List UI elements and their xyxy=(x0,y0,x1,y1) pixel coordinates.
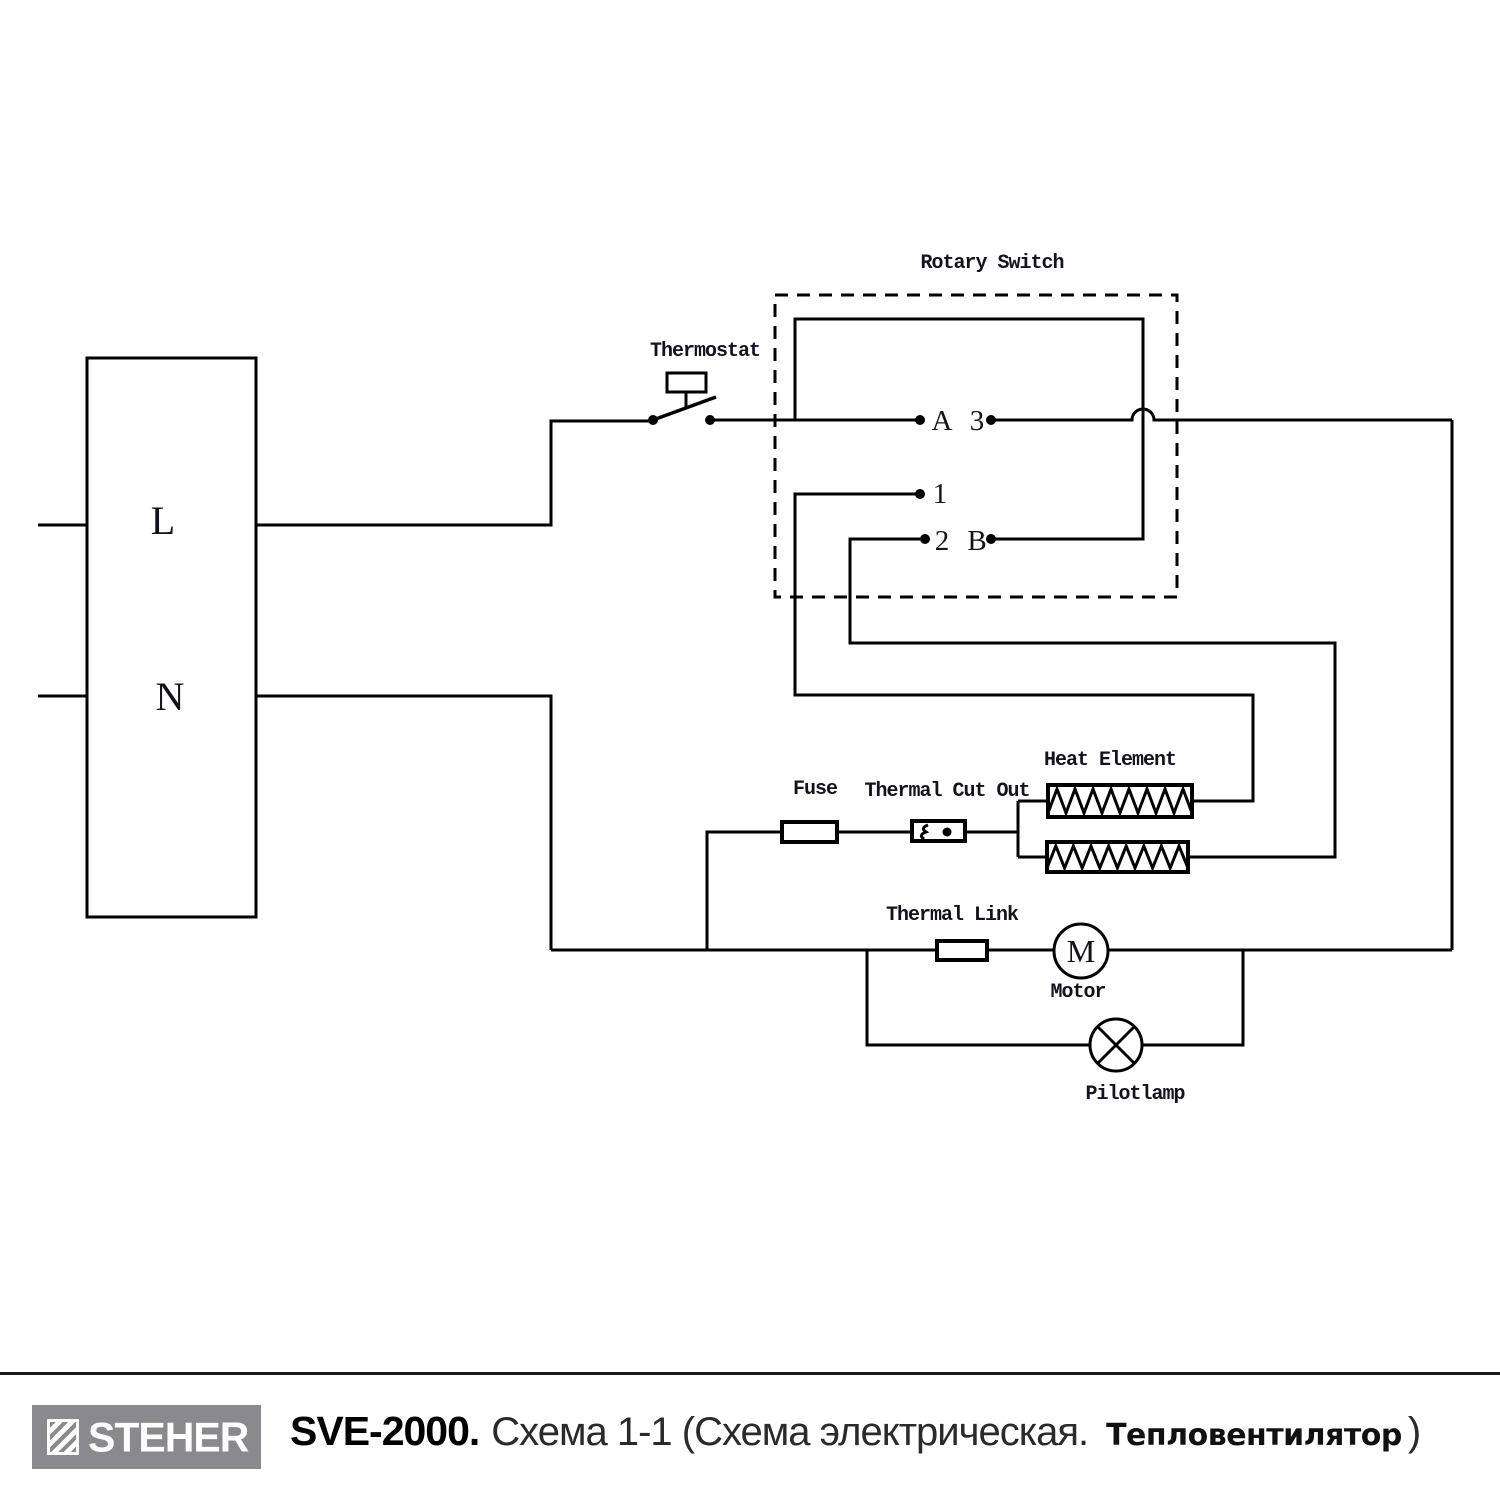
contact-1-dot xyxy=(915,489,925,499)
footer-caption xyxy=(290,1408,1421,1468)
contact-2-label: 2 xyxy=(934,525,950,557)
contact-2-dot xyxy=(920,534,930,544)
motor-label: Motor xyxy=(1050,981,1106,1004)
thermostat-label: Thermostat xyxy=(649,340,761,363)
motor-symbol xyxy=(1054,924,1108,978)
contact-3-dot xyxy=(986,415,996,425)
fuse-label: Fuse xyxy=(792,778,838,801)
heat-element-lower xyxy=(1047,842,1188,872)
closing-paren: ) xyxy=(1407,1410,1422,1454)
contact-b-dot xyxy=(986,534,996,544)
thermostat-contact-right xyxy=(705,415,715,425)
contact-b-label: B xyxy=(967,525,987,557)
thermal-cutout-body xyxy=(912,821,965,841)
wire-3-to-right-rail xyxy=(991,409,1452,420)
heat-element-upper xyxy=(1048,785,1192,817)
thermal-link-symbol xyxy=(937,941,987,960)
pilotlamp-label: Pilotlamp xyxy=(1085,1083,1185,1106)
footer-divider xyxy=(0,1372,1500,1375)
contact-1-label: 1 xyxy=(932,478,948,510)
thermostat-contact-left xyxy=(648,415,658,425)
fuse-symbol xyxy=(782,822,837,842)
thermostat-symbol xyxy=(648,373,716,425)
device-name: Тепловентилятор xyxy=(1106,1418,1402,1453)
thermal-cutout-symbol xyxy=(912,821,965,841)
contact-3-label: 3 xyxy=(969,405,985,437)
rotary-switch-label: Rotary Switch xyxy=(920,252,1064,275)
contact-a-dot xyxy=(915,415,925,425)
motor-letter: M xyxy=(1066,933,1096,969)
scheme-title: Схема 1-1 (Схема электрическая. xyxy=(491,1410,1089,1454)
terminal-n-label: N xyxy=(155,674,185,719)
heat-element-label: Heat Element xyxy=(1043,749,1177,772)
wire-l-to-thermostat xyxy=(205,421,653,525)
terminal-l-label: L xyxy=(150,498,176,543)
thermal-cutout-dot xyxy=(943,828,952,837)
thermal-link-label: Thermal Link xyxy=(885,904,1019,927)
contact-a-label: A xyxy=(931,405,953,437)
steher-logo xyxy=(32,1405,261,1469)
steher-logo-icon xyxy=(47,1419,79,1455)
pilotlamp-symbol xyxy=(1090,1019,1142,1071)
terminal-block xyxy=(87,358,256,917)
model-number: SVE-2000. xyxy=(290,1408,480,1454)
rotary-switch-contacts xyxy=(915,405,996,557)
thermal-cutout-label: Thermal Cut Out xyxy=(864,780,1030,803)
fuse-branch xyxy=(707,832,1018,950)
heater-split xyxy=(1018,801,1048,857)
steher-brand-text: STEHER xyxy=(88,1413,249,1460)
thermostat-body xyxy=(667,373,706,392)
